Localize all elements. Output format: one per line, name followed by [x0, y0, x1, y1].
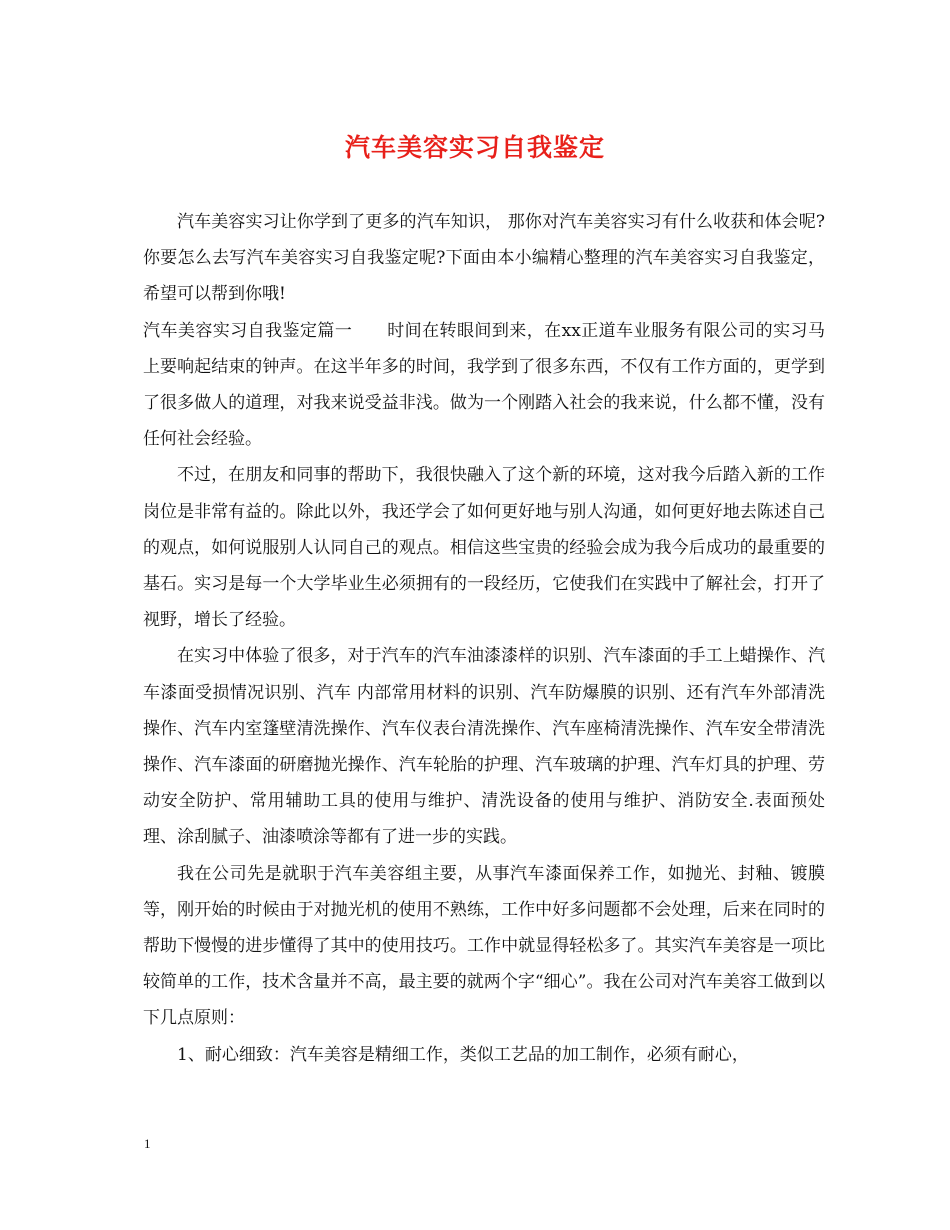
paragraph-company-work: 我在公司先是就职于汽车美容组主要，从事汽车漆面保养工作，如抛光、封釉、镀膜等，刚开始的时候由于对抛光机的使用不熟练，工作中好多问题都不会处理，后来在同时的帮助下慢慢的进步懂得了其中的使用技巧。工作中就显得轻松多了。其实汽车美容是一项比较简单的工作，技术含量并不高，最主要的就两个字“细心”。我在公司对汽车美容工做到以下几点原则： [143, 863, 825, 1029]
document-title: 汽车美容实习自我鉴定 [344, 133, 605, 162]
page-number: 1 [144, 1136, 151, 1151]
paragraph-part-one: 汽车美容实习自我鉴定篇一 时间在转眼间到来，在xx正道车业服务有限公司的实习马上要响起结束的钟声。在这半年多的时间，我学到了很多东西，不仅有工作方面的，更学到了很多做人的道理，对我来说受益非浅。做为一个刚踏入社会的我来说，什么都不懂，没有任何社会经验。 [143, 320, 825, 450]
paragraph-principle-one: 1、耐心细致：汽车美容是精细工作，类似工艺品的加工制作，必须有耐心， [177, 1044, 749, 1065]
paragraph-experience-list: 在实习中体验了很多，对于汽车的汽车油漆漆样的识别、汽车漆面的手工上蜡操作、汽车漆面受损情况识别、汽车 内部常用材料的识别、汽车防爆膜的识别、还有汽车外部清洗操作、汽车内室篷壁清洗操作、汽车仪表台清洗操作、汽车座椅清洗操作、汽车安全带清洗操作、汽车漆面的研磨抛光操作、汽车轮胎的护理、汽车玻璃的护理、汽车灯具的护理、劳动安全防护、常用辅助工具的使用与维护、清洗设备的使用与维护、消防安全.表面预处理、涂刮腻子、油漆喷涂等都有了进一步的实践。 [143, 646, 825, 848]
paragraph-intro: 汽车美容实习让你学到了更多的汽车知识， 那你对汽车美容实习有什么收获和体会呢?你要怎么去写汽车美容实习自我鉴定呢?下面由本小编精心整理的汽车美容实习自我鉴定，希望可以帮到你哦! [143, 212, 825, 305]
paragraph-friends-help: 不过，在朋友和同事的帮助下，我很快融入了这个新的环境，这对我今后踏入新的工作岗位是非常有益的。除此以外，我还学会了如何更好地与别人沟通，如何更好地去陈述自己的观点，如何说服别人认同自己的观点。相信这些宝贵的经验会成为我今后成功的最重要的基石。实习是每一个大学毕业生必须拥有的一段经历，它使我们在实践中了解社会，打开了视野，增长了经验。 [143, 465, 825, 631]
document-body [143, 204, 825, 1073]
